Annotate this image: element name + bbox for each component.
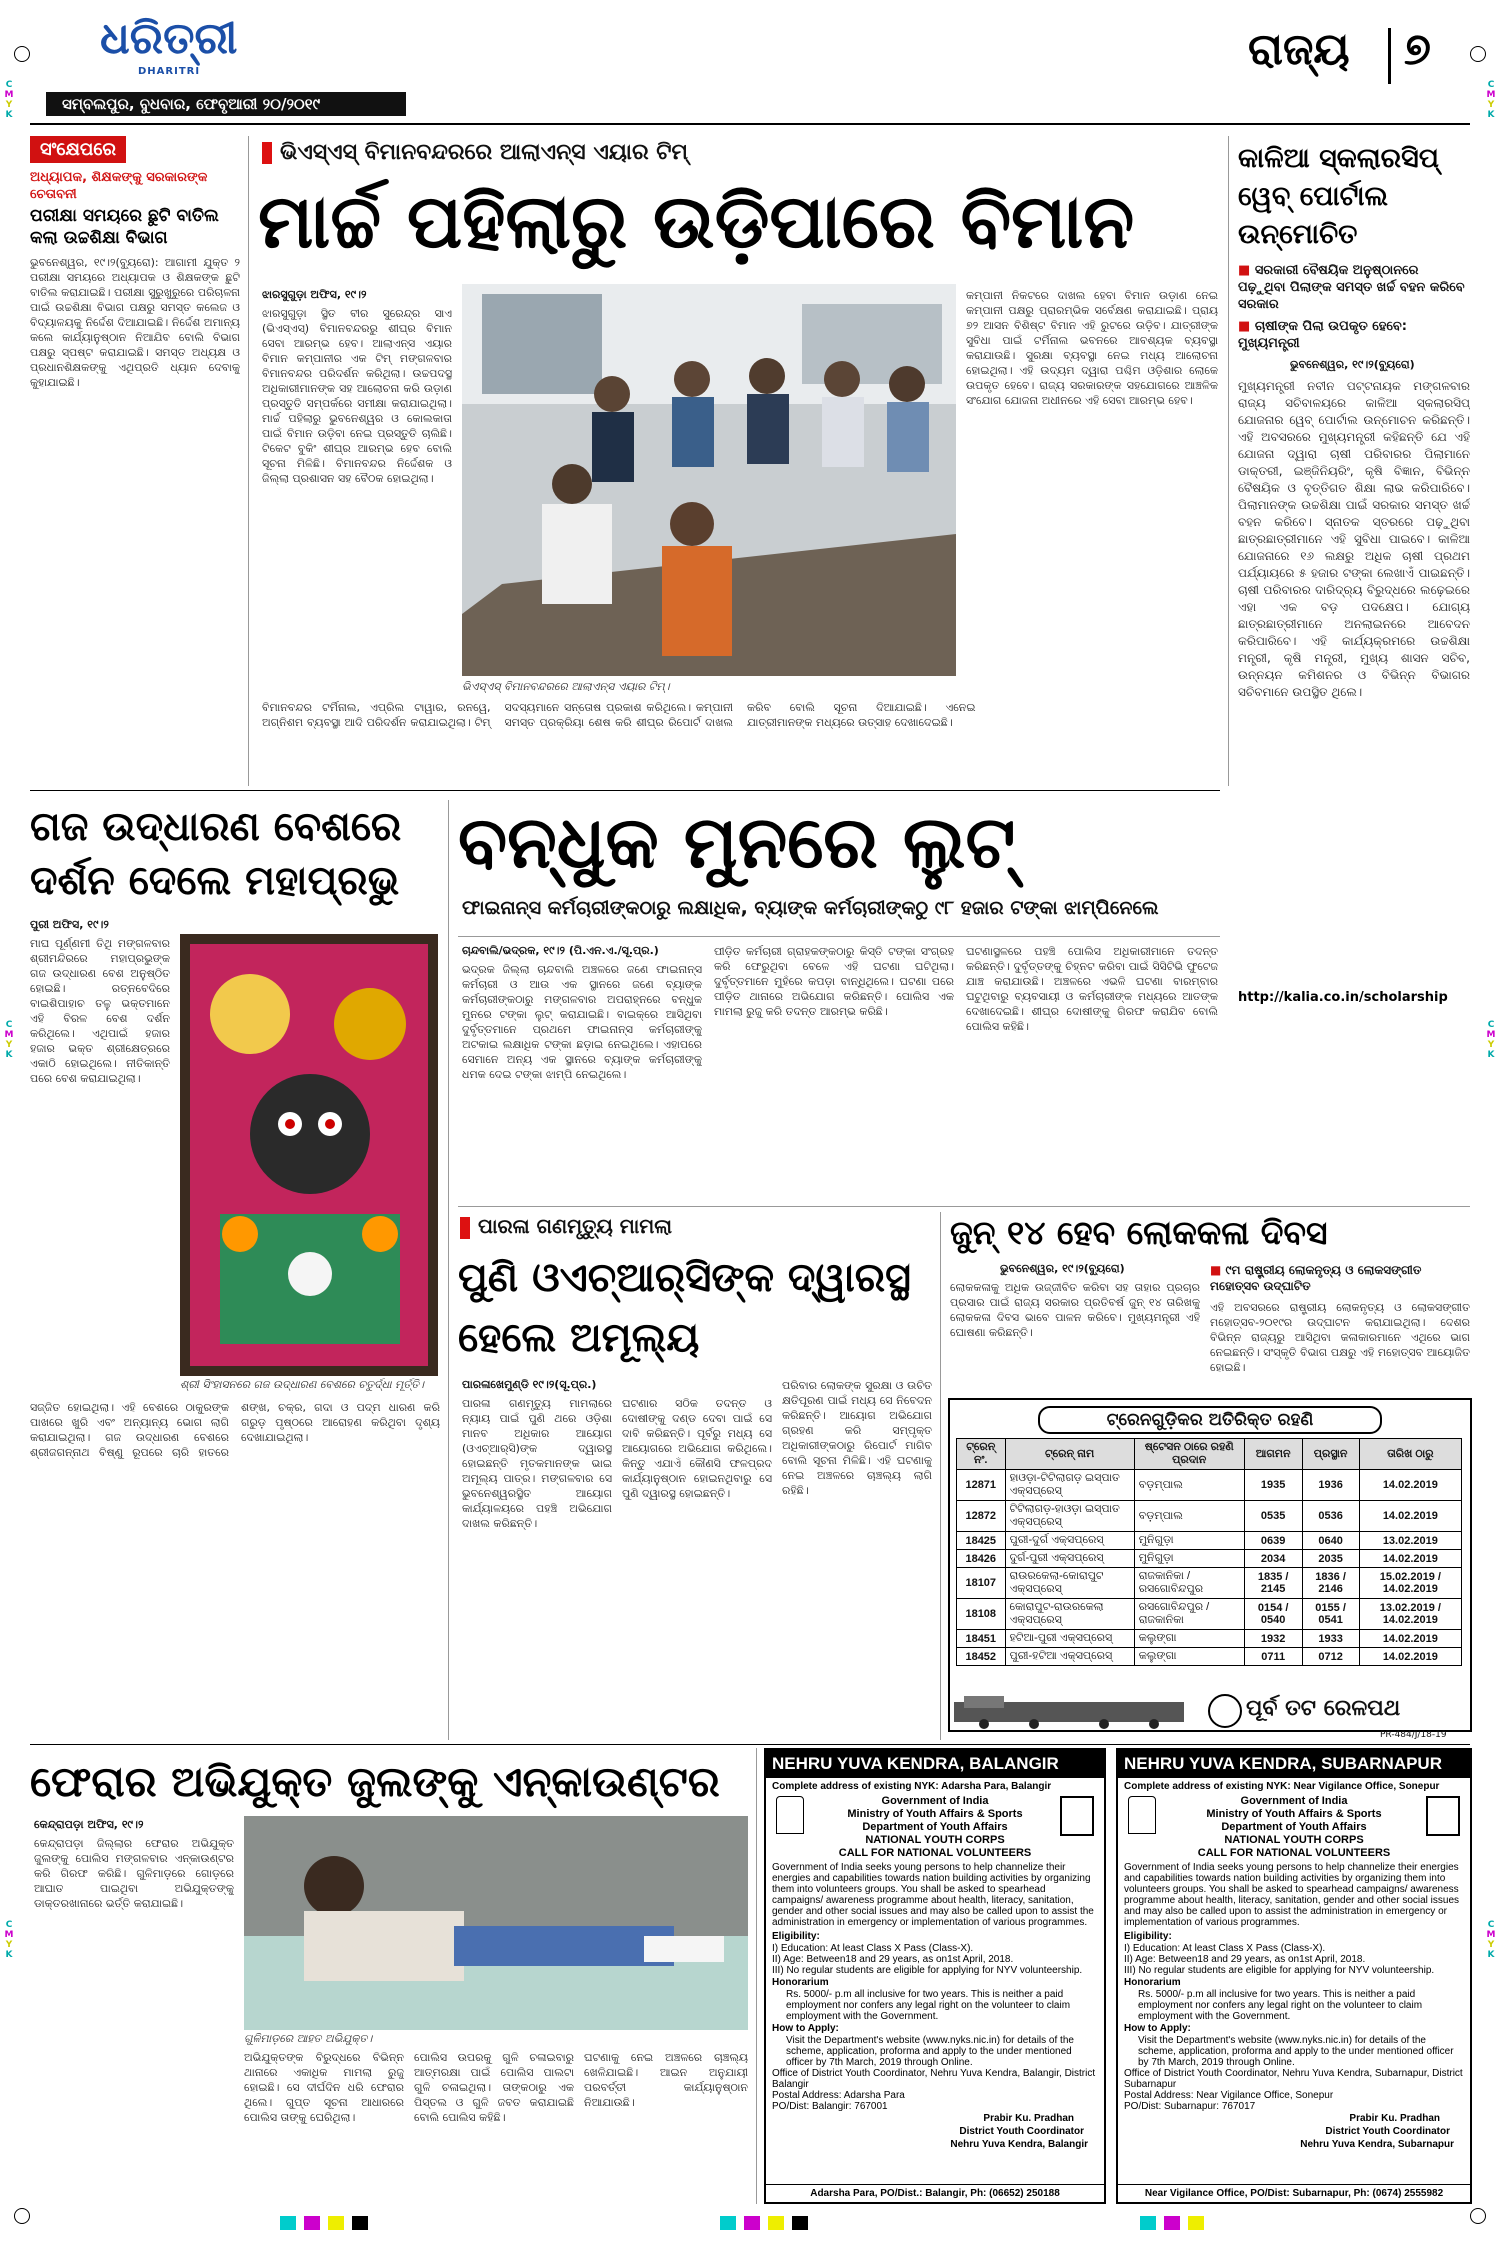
print-color-bar: [280, 2216, 1220, 2230]
table-cell: ରାଉରକେଲା-କୋରାପୁଟ ଏକ୍ସପ୍ରେସ୍: [1005, 1568, 1134, 1599]
gaja-body: ମାଘ ପୂର୍ଣ୍ଣମୀ ତିଥି ମଙ୍ଗଳବାର ଶ୍ରୀମନ୍ଦିରରେ ମହାପ୍ରଭୁଙ୍କ ଗଜ ଉଦ୍ଧାରଣ ବେଶ ଅନୁଷ୍ଠିତ ହୋଇଛି। ରତ୍ନବେଦିରେ ବାଇଶିପାହାଚ ତଳୁ ଭକ୍ତମାନେ ଏହି ବିରଳ ବେଶ ଦର୍ଶନ କରିଥିଲେ। ଏଥିପାଇଁ ହଜାର ହଜାର ଭକ୍ତ ଶ୍ରୀକ୍ଷେତ୍ରରେ ଏକାଠି ହୋଇଥିଲେ। ନୀତିକାନ୍ତି ପରେ ବେଶ କରାଯାଇଥିଲା।: [30, 937, 170, 1085]
ad-e3: III) No regular students are eligible for applying for NYV volunteership.: [1124, 1965, 1435, 1976]
table-cell: 14.02.2019: [1359, 1648, 1461, 1666]
table-cell: 14.02.2019: [1359, 1470, 1461, 1501]
ad-hon-text: Rs. 5000/- p.m all inclusive for two years. This is neither a paid employment nor confers any legal right on the volunteer to claim employment with the Government.: [786, 1989, 1071, 2022]
col-header: ଟ୍ରେନ୍ ନଂ.: [957, 1439, 1006, 1470]
section-rule: [30, 790, 1220, 791]
ad-signer-org: Nehru Yuva Kendra, Subarnapur: [1300, 2139, 1454, 2150]
col-header: ଆଗମନ: [1244, 1439, 1302, 1470]
encounter-caption: ଗୁଳିମାଡ଼ରେ ଆହତ ଅଭିଯୁକ୍ତ।: [244, 2032, 373, 2045]
table-cell: 1836 / 2146: [1302, 1568, 1359, 1599]
table-cell: 18452: [957, 1648, 1006, 1666]
kalia-dateline: ଭୁବନେଶ୍ୱର, ୧୯।୨(ବ୍ୟୁରୋ): [1290, 358, 1415, 371]
ad-e1: I) Education: At least Class X Pass (Class-X).: [772, 1943, 974, 1954]
table-row: [957, 1568, 1462, 1599]
ad-foot: Near Vigilance Office, PO/Dist: Subarnapur, Ph: (0674) 2555982: [1118, 2184, 1470, 2202]
ad-honorarium: Honorarium: [1124, 1977, 1181, 1988]
table-cell: 0711: [1244, 1648, 1302, 1666]
logo: ଧରିତ୍ରୀ: [100, 13, 238, 64]
crosshair-mark: [14, 2208, 30, 2224]
section-rule: [458, 1206, 1470, 1207]
parala-dateline: ପାରଳାଖେମୁଣ୍ଡି ୧୯।୨(ସୂ.ପ୍ର.): [462, 1378, 597, 1391]
ad-signer-org: Nehru Yuva Kendra, Balangir: [950, 2139, 1088, 2150]
loot-subhead: ଫାଇନାନ୍ସ କର୍ମଚାରୀଙ୍କଠାରୁ ଲକ୍ଷାଧିକ, ବ୍ୟାଙ୍କ କର୍ମଚାରୀଙ୍କଠୁ ୯୮ ହଜାର ଟଙ୍କା ଝାମ୍ପିନେଲେ: [462, 897, 1159, 919]
lead-headline: ମାର୍ଚ୍ଚ ପହିଲାରୁ ଉଡ଼ିପାରେ ବିମାନ: [258, 179, 1135, 265]
june-bullet: ■ ୯ମ ରାଷ୍ଟ୍ରୀୟ ଲୋକନୃତ୍ୟ ଓ ଲୋକସଙ୍ଗୀତ ମହୋତ୍ସବ ଉଦ୍‌ଘାଟିତ: [1210, 1263, 1422, 1293]
table-cell: ରାଜକାନିକା / ରସଗୋବିନ୍ଦପୁର: [1134, 1568, 1244, 1599]
table-cell: ଦୁର୍ଗ-ପୁରୀ ଏକ୍ସପ୍ରେସ୍: [1005, 1550, 1134, 1568]
column-rule: [448, 800, 449, 1740]
table-cell: 18425: [957, 1532, 1006, 1550]
deity-photo-illustration: [180, 934, 438, 1376]
train-table-header: [957, 1439, 1462, 1470]
ad-address-line: Complete address of existing NYK: Adarsha Para, Balangir: [772, 1781, 1052, 1792]
ad-corps: NATIONAL YOUTH CORPS: [865, 1834, 1005, 1846]
table-cell: 1935: [1244, 1470, 1302, 1501]
column-rule: [756, 1748, 757, 2204]
table-cell: 14.02.2019: [1359, 1550, 1461, 1568]
table-cell: 18426: [957, 1550, 1006, 1568]
railway-logo-icon: [1208, 1694, 1242, 1728]
loot-rule: [458, 936, 1220, 937]
kalia-body: ମୁଖ୍ୟମନ୍ତ୍ରୀ ନବୀନ ପଟ୍ଟନାୟକ ମଙ୍ଗଳବାର ରାଜ୍ୟ ସଚିବାଳୟରେ କାଳିଆ ସ୍କଲାରସିପ୍ ଯୋଜନାର ୱେବ୍ ପୋର୍ଟାଲ ଉନ୍ମୋଚନ କରିଛନ୍ତି। ଏହି ଅବସରରେ ମୁଖ୍ୟମନ୍ତ୍ରୀ କହିଛନ୍ତି ଯେ ଏହି ଯୋଜନା ଦ୍ୱାରା ଚାଷୀ ପରିବାରର ପିଲାମାନେ ଡାକ୍ତରୀ, ଇଞ୍ଜିନିୟରିଂ, କୃଷି ବିଜ୍ଞାନ, ବିଭିନ୍ନ ବୈଷୟିକ ଓ ବୃତ୍ତିଗତ ଶିକ୍ଷା ଲାଭ କରିପାରିବେ। ପିଲାମାନଙ୍କ ଉଚ୍ଚଶିକ୍ଷା ପାଇଁ ସରକାର ସମସ୍ତ ଖର୍ଚ୍ଚ ବହନ କରିବେ। ସ୍ନାତକ ସ୍ତରରେ ପଢ଼ୁଥିବା ଛାତ୍ରଛାତ୍ରୀମାନେ ଏହି ସୁବିଧା ପାଇବେ। କାଳିଆ ଯୋଜନାରେ ୧୬ ଲକ୍ଷରୁ ଅଧିକ ଚାଷୀ ପ୍ରଥମ ପର୍ଯ୍ୟାୟରେ ୫ ହଜାର ଟଙ୍କା ଲେଖାଏଁ ପାଇଛନ୍ତି। ଚାଷୀ ପରିବାରର ଦାରିଦ୍ର୍ୟ ବିରୁଦ୍ଧରେ ଲଢ଼େଇରେ ଏହା ଏକ ବଡ଼ ପଦକ୍ଷେପ। ଯୋଗ୍ୟ ଛାତ୍ରଛାତ୍ରୀମାନେ ଅନଲାଇନରେ ଆବେଦନ କରିପାରିବେ। ଏହି କାର୍ଯ୍ୟକ୍ରମରେ ଉଚ୍ଚଶିକ୍ଷା ମନ୍ତ୍ରୀ, କୃଷି ମନ୍ତ୍ରୀ, ମୁଖ୍ୟ ଶାସନ ସଚିବ, ଉନ୍ନୟନ କମିଶନର ଓ ବିଭିନ୍ନ ବିଭାଗର ସଚିବମାନେ ଉପସ୍ଥିତ ଥିଲେ।: [1238, 379, 1470, 699]
ad-intro: Government of India seeks young persons to help channelize their energies and capabilities towards nation building activities by organizing them into volunteers groups. You shall be asked to spearhead campaigns/ awareness programme about health, literacy, sanitation, gender and other social issues and may also be called upon to assist the administration in emergency or implementation of various programmes.: [772, 1862, 1094, 1928]
june-col2: ଏହି ଅବସରରେ ରାଷ୍ଟ୍ରୀୟ ଲୋକନୃତ୍ୟ ଓ ଲୋକସଙ୍ଗୀତ ମହୋତ୍ସବ-୨୦୧୯ର ଉଦ୍‌ଘାଟନ କରାଯାଇଥିଲା। ଦେଶର ବିଭିନ୍ନ ରାଜ୍ୟରୁ ଆସିଥିବା କଳାକାରମାନେ ଏଥିରେ ଭାଗ ନେଇଛନ୍ତି। ସଂସ୍କୃତି ବିଭାଗ ପକ୍ଷରୁ ଏହି ମହୋତ୍ସବ ଆୟୋଜିତ ହୋଇଛି।: [1210, 1301, 1470, 1374]
table-cell: ହଟିଆ-ପୁରୀ ଏକ୍ସପ୍ରେସ୍: [1005, 1630, 1134, 1648]
encounter-col3: ପୋଲିସ ଉପରକୁ ଗୁଳି ଚଳାଇବାରୁ ଆତ୍ମରକ୍ଷା ପାଇଁ ପୋଲିସ ପାଲଟା ଗୁଳି ଚଳାଇଥିଲା। ତାଙ୍କଠାରୁ ଏକ ପିସ୍ତଲ ଓ ଗୁଳି ଜବତ କରାଯାଇଛି ବୋଲି ପୋଲିସ କହିଛି।: [414, 2051, 574, 2124]
encounter-dateline: କେନ୍ଦ୍ରାପଡ଼ା ଅଫିସ, ୧୯।୨: [34, 1818, 144, 1831]
table-cell: ବଡ଼ମ୍ପାଲ: [1134, 1501, 1244, 1532]
lead-kicker: ଭିଏସ୍‌ଏସ୍ ବିମାନବନ୍ଦରରେ ଆଲାଏନ୍ସ ଏୟାର ଟିମ୍: [262, 140, 1222, 168]
crosshair-mark: [14, 46, 30, 62]
cmyk-mark-right-3: C M Y K: [1486, 1920, 1496, 1960]
table-cell: 0535: [1244, 1501, 1302, 1532]
ad-dept: Department of Youth Affairs: [1221, 1821, 1367, 1833]
table-cell: 0155 / 0541: [1302, 1599, 1359, 1630]
ad-gov: Government of India: [881, 1795, 989, 1807]
section-rule: [30, 1744, 1470, 1745]
section-divider: [1388, 28, 1391, 84]
table-cell: କୋରାପୁଟ-ରାଉରକେଲା ଏକ୍ସପ୍ରେସ୍: [1005, 1599, 1134, 1630]
table-cell: 18108: [957, 1599, 1006, 1630]
ad-title: NEHRU YUVA KENDRA, BALANGIR: [766, 1750, 1104, 1778]
col-header: ଷ୍ଟେସନ ଠାରେ ରହଣି ପ୍ରଦାନ: [1134, 1439, 1244, 1470]
ad-ministry: Ministry of Youth Affairs & Sports: [1206, 1808, 1382, 1820]
table-cell: ରସଗୋବିନ୍ଦପୁର / ରାଜକାନିକା: [1134, 1599, 1244, 1630]
section-name: ରାଜ୍ୟ: [1248, 24, 1350, 75]
lead-col1: ଝାରସୁଗୁଡ଼ା ସ୍ଥିତ ବୀର ସୁରେନ୍ଦ୍ର ସାଏ (ଭିଏସ୍‌ଏସ୍) ବିମାନବନ୍ଦରରୁ ଶୀଘ୍ର ବିମାନ ସେବା ଆରମ୍ଭ ହେବ। ଆଲାଏନ୍ସ ଏୟାର ବିମାନ କମ୍ପାନୀର ଏକ ଟିମ୍ ମଙ୍ଗଳବାର ବିମାନବନ୍ଦର ପରିଦର୍ଶନ କରିଥିଲା। ଉଚ୍ଚପଦସ୍ଥ ଅଧିକାରୀମାନଙ୍କ ସହ ଆଲୋଚନା କରି ଉଡ଼ାଣ ପ୍ରସ୍ତୁତି ସମ୍ପର୍କରେ ସମୀକ୍ଷା କରାଯାଇଥିଲା। ମାର୍ଚ୍ଚ ପହିଲାରୁ ଭୁବନେଶ୍ୱର ଓ କୋଲକାତା ପାଇଁ ବିମାନ ଉଡ଼ିବା ନେଇ ପ୍ରସ୍ତୁତି ଚାଲିଛି। ଟିକେଟ ବୁକିଂ ଶୀଘ୍ର ଆରମ୍ଭ ହେବ ବୋଲି ସୂଚନା ମିଳିଛି। ବିମାନବନ୍ଦର ନିର୍ଦ୍ଦେଶକ ଓ ଜିଲ୍ଲା ପ୍ରଶାସନ ସହ ବୈଠକ ହୋଇଥିଲା।: [262, 307, 452, 485]
injured-accused-photo-illustration: [244, 1816, 748, 2030]
lead-tail: ବିମାନବନ୍ଦର ଟର୍ମିନାଲ, ଏପ୍ରିଲ ଟାୱାର, ରନୱେ, ଅଗ୍ନିଶମ ବ୍ୟବସ୍ଥା ଆଦି ପରିଦର୍ଶନ କରାଯାଇଥିଲା। ଟିମ୍ ସଦସ୍ୟମାନେ ସନ୍ତୋଷ ପ୍ରକାଶ କରିଥିଲେ। କମ୍ପାନୀ ସମସ୍ତ ପ୍ରକ୍ରିୟା ଶେଷ କରି ଶୀଘ୍ର ରିପୋର୍ଟ ଦାଖଲ କରିବ ବୋଲି ସୂଚନା ଦିଆଯାଇଛି। ଏନେଇ ଯାତ୍ରୀମାନଙ୍କ ମଧ୍ୟରେ ଉତ୍ସାହ ଦେଖାଦେଇଛି।: [262, 701, 976, 729]
meeting-photo-illustration: [462, 284, 956, 676]
gaja-photo: [180, 934, 438, 1376]
encounter-col1: କେନ୍ଦ୍ରାପଡ଼ା ଜିଲ୍ଲାର ଫେରାର ଅଭିଯୁକ୍ତ ଜୁଲଙ୍କୁ ପୋଲିସ ମଙ୍ଗଳବାର ଏନ୍‌କାଉଣ୍ଟର କରି ଗିରଫ କରିଛି। ଗୁଳିମାଡ଼ରେ ଗୋଡ଼ରେ ଆଘାତ ପାଇଥିବା ଅଭିଯୁକ୍ତଙ୍କୁ ଡାକ୍ତରଖାନାରେ ଭର୍ତ୍ତି କରାଯାଇଛି।: [34, 1837, 234, 1910]
ad-office: Office of District Youth Coordinator, Nehru Yuva Kendra, Balangir, District Balangir: [772, 2068, 1096, 2090]
table-cell: 0536: [1302, 1501, 1359, 1532]
table-row: [957, 1532, 1462, 1550]
ad-call: CALL FOR NATIONAL VOLUNTEERS: [838, 1847, 1032, 1859]
masthead: [0, 0, 1500, 125]
ad-title: NEHRU YUVA KENDRA, SUBARNAPUR: [1118, 1750, 1470, 1778]
table-cell: 13.02.2019 / 14.02.2019: [1359, 1599, 1461, 1630]
encounter-col4: ଘଟଣାକୁ ନେଇ ଅଞ୍ଚଳରେ ଚାଞ୍ଚଲ୍ୟ ଖେଳିଯାଇଛି। ଆଇନ ଅନୁଯାୟୀ ପରବର୍ତ୍ତୀ କାର୍ଯ୍ୟାନୁଷ୍ଠାନ ନିଆଯାଉଛି।: [584, 2051, 748, 2109]
table-row: [957, 1648, 1462, 1666]
masthead-rule: [30, 123, 1470, 125]
col-header: ଟ୍ରେନ୍ ନାମ: [1005, 1439, 1134, 1470]
table-row: [957, 1470, 1462, 1501]
ad-how-text: Visit the Department's website (www.nyks.nic.in) for details of the scheme, application, proforma and apply to the under mentioned officer by 7th March, 2019 through Online.: [1138, 2035, 1454, 2068]
train-notice-code: PR-484/J/18-19: [1380, 1730, 1447, 1740]
nyks-logo-icon: [1426, 1796, 1460, 1836]
emblem-icon: [1128, 1796, 1156, 1834]
table-cell: 13.02.2019: [1359, 1532, 1461, 1550]
emblem-icon: [776, 1796, 804, 1834]
table-cell: ବଡ଼ମ୍ପାଲ: [1134, 1470, 1244, 1501]
train-notice: [948, 1398, 1472, 1732]
parala-col3: ପରିବାର ଲୋକଙ୍କ ସୁରକ୍ଷା ଓ ଉଚିତ କ୍ଷତିପୂରଣ ପାଇଁ ମଧ୍ୟ ସେ ନିବେଦନ କରିଛନ୍ତି। ଆୟୋଗ ଅଭିଯୋଗ ଗ୍ରହଣ କରି ସମ୍ପୃକ୍ତ ଅଧିକାରୀଙ୍କଠାରୁ ରିପୋର୍ଟ ମାଗିବ ବୋଲି ସୂଚନା ମିଳିଛି। ଏହି ଘଟଣାକୁ ନେଇ ଅଞ୍ଚଳରେ ଚାଞ୍ଚଲ୍ୟ ଲାଗି ରହିଛି।: [782, 1379, 932, 1497]
ad-honorarium: Honorarium: [772, 1977, 829, 1988]
col-header: ପ୍ରସ୍ଥାନ: [1302, 1439, 1359, 1470]
railway-footer: [950, 1690, 1470, 1730]
railway-name: ପୂର୍ବ ତଟ ରେଳପଥ: [1246, 1696, 1401, 1721]
kalia-headline: କାଳିଆ ସ୍କଲାରସିପ୍ ୱେବ୍ ପୋର୍ଟାଲ ଉନ୍ମୋଚିତ: [1238, 143, 1439, 250]
ad-intro: Government of India seeks young persons to help channelize their energies and capabilities towards nation building activities by organizing them into volunteers groups. You shall be asked to spearhead campaigns/ awareness programme about health, literacy, sanitation, gender and other social issues and may also be called upon to assist the administration in emergency or implementation of various programmes.: [1124, 1862, 1460, 1928]
column-rule: [940, 1212, 941, 1740]
cmyk-mark-right-2: C M Y K: [1486, 1020, 1496, 1060]
brief-label: ସଂକ୍ଷେପରେ: [30, 136, 126, 163]
lead-dateline: ଝାରସୁଗୁଡ଼ା ଅଫିସ, ୧୯।୨: [262, 288, 367, 301]
table-cell: 1932: [1244, 1630, 1302, 1648]
encounter-col2: ଅଭିଯୁକ୍ତଙ୍କ ବିରୁଦ୍ଧରେ ବିଭିନ୍ନ ଥାନାରେ ଏକାଧିକ ମାମଲା ରୁଜୁ ହୋଇଛି। ସେ ଦୀର୍ଘଦିନ ଧରି ଫେରାର ଥିଲେ। ଗୁପ୍ତ ସୂଚନା ଆଧାରରେ ପୋଲିସ ତାଙ୍କୁ ଘେରିଥିଲା।: [244, 2051, 404, 2124]
ad-how: How to Apply:: [1124, 2023, 1191, 2034]
col-header: ତାରିଖ ଠାରୁ: [1359, 1439, 1461, 1470]
table-row: [957, 1501, 1462, 1532]
gaja-caption: ଶ୍ରୀ ସିଂହାସନରେ ଗଜ ଉଦ୍ଧାରଣ ବେଶରେ ଚତୁର୍ଦ୍ଧା ମୂର୍ତ୍ତି।: [180, 1378, 424, 1391]
ad-signer-role: District Youth Coordinator: [959, 2126, 1084, 2137]
brief-title: ପରୀକ୍ଷା ସମୟରେ ଛୁଟି ବାତିଲ କଲା ଉଚ୍ଚଶିକ୍ଷା ବିଭାଗ: [30, 206, 219, 248]
kalia-link[interactable]: http://kalia.co.in/scholarship: [1238, 990, 1448, 1005]
table-cell: 2034: [1244, 1550, 1302, 1568]
parala-headline: ପୁଣି ଓଏଚ୍‌ଆର୍‌ସିଙ୍କ ଦ୍ୱାରସ୍ଥ ହେଲେ ଅମୂଲ୍ୟ: [458, 1254, 911, 1361]
train-notice-title: ଟ୍ରେନଗୁଡ଼ିକର ଅତିରିକ୍ତ ରହଣି: [1038, 1406, 1382, 1434]
lead-col2: କମ୍ପାନୀ ନିକଟରେ ଦାଖଲ ହେବା ବିମାନ ଉଡ଼ାଣ ନେଇ କମ୍ପାନୀ ପକ୍ଷରୁ ପ୍ରାରମ୍ଭିକ ସର୍ବେକ୍ଷଣ କରାଯାଇଛି। ପ୍ରାୟ ୭୨ ଆସନ ବିଶିଷ୍ଟ ବିମାନ ଏହି ରୁଟରେ ଉଡ଼ିବ। ଯାତ୍ରୀଙ୍କ ସୁବିଧା ପାଇଁ ଟର୍ମିନାଲ ଭବନରେ ଆବଶ୍ୟକ ବ୍ୟବସ୍ଥା କରାଯାଉଛି। ସୁରକ୍ଷା ବ୍ୟବସ୍ଥା ନେଇ ମଧ୍ୟ ଆଲୋଚନା ହୋଇଥିଲା। ଏହି ଉଦ୍ୟମ ଦ୍ୱାରା ପଶ୍ଚିମ ଓଡ଼ିଶାର ଲୋକେ ଉପକୃତ ହେବେ। ରାଜ୍ୟ ସରକାରଙ୍କ ସହଯୋଗରେ ଆଞ୍ଚଳିକ ସଂଯୋଗ ଯୋଜନା ଅଧୀନରେ ଏହି ସେବା ଆରମ୍ଭ ହେବ।: [966, 289, 1218, 407]
encounter-photo: [244, 1816, 748, 2030]
table-cell: 1933: [1302, 1630, 1359, 1648]
ad-hon-text: Rs. 5000/- p.m all inclusive for two years. This is neither a paid employment nor confers any legal right on the volunteer to claim employment with the Government.: [1138, 1989, 1423, 2022]
table-cell: 14.02.2019: [1359, 1501, 1461, 1532]
ad-e1: I) Education: At least Class X Pass (Class-X).: [1124, 1943, 1326, 1954]
loot-col1: ଭଦ୍ରକ ଜିଲ୍ଲା ଚାନ୍ଦବାଲି ଅଞ୍ଚଳରେ ଜଣେ ଫାଇନାନ୍ସ କର୍ମଚାରୀ ଓ ଆଉ ଏକ ସ୍ଥାନରେ ଜଣେ ବ୍ୟାଙ୍କ କର୍ମଚାରୀଙ୍କଠାରୁ ମଙ୍ଗଳବାର ଅପରାହ୍ନରେ ବନ୍ଧୁକ ମୁନରେ ଟଙ୍କା ଲୁଟ୍ କରାଯାଇଛି। ବାଇକ୍‌ରେ ଆସିଥିବା ଦୁର୍ବୃତ୍ତମାନେ ପ୍ରଥମେ ଫାଇନାନ୍ସ କର୍ମଚାରୀଙ୍କୁ ଅଟକାଇ ଲକ୍ଷାଧିକ ଟଙ୍କା ଛଡ଼ାଇ ନେଇଥିଲେ। ଏହାପରେ ସେମାନେ ଅନ୍ୟ ଏକ ସ୍ଥାନରେ ବ୍ୟାଙ୍କ କର୍ମଚାରୀଙ୍କୁ ଧମକ ଦେଇ ଟଙ୍କା ଝାମ୍ପି ନେଇଥିଲେ।: [462, 963, 702, 1081]
table-cell: 0639: [1244, 1532, 1302, 1550]
parala-col1: ପାରଳା ଗଣମୃତ୍ୟୁ ମାମଲାରେ ନ୍ୟାୟ ପାଇଁ ପୁଣି ଥରେ ଓଡ଼ିଶା ମାନବ ଅଧିକାର ଆୟୋଗ (ଓଏଚ୍‌ଆର୍‌ସି)ଙ୍କ ଦ୍ୱାରସ୍ଥ ହୋଇଛନ୍ତି ମୃତକମାନଙ୍କ ଭାଇ ଅମୂଲ୍ୟ ପାତ୍ର। ମଙ୍ଗଳବାର ସେ ଭୁବନେଶ୍ୱରସ୍ଥିତ ଆୟୋଗ କାର୍ଯ୍ୟାଳୟରେ ପହଞ୍ଚି ଅଭିଯୋଗ ଦାଖଲ କରିଛନ୍ତି।: [462, 1397, 612, 1530]
ad-call: CALL FOR NATIONAL VOLUNTEERS: [1197, 1847, 1391, 1859]
table-cell: ହାଓଡ଼ା-ଟିଟିଲାଗଡ଼ ଇସ୍ପାତ ଏକ୍ସପ୍ରେସ୍: [1005, 1470, 1134, 1501]
loot-col2: ପୀଡ଼ିତ କର୍ମଚାରୀ ଗ୍ରାହକଙ୍କଠାରୁ କିସ୍ତି ଟଙ୍କା ସଂଗ୍ରହ କରି ଫେରୁଥିବା ବେଳେ ଏହି ଘଟଣା ଘଟିଥିଲା। ଦୁର୍ବୃତ୍ତମାନେ ମୁହଁରେ କପଡ଼ା ବାନ୍ଧିଥିଲେ। ଘଟଣା ପରେ ପୀଡ଼ିତ ଥାନାରେ ଅଭିଯୋଗ କରିଛନ୍ତି। ପୋଲିସ ଏକ ମାମଲା ରୁଜୁ କରି ତଦନ୍ତ ଆରମ୍ଭ କରିଛି।: [714, 945, 954, 1018]
june-headline: ଜୁନ୍ ୧୪ ହେବ ଲୋକକଳା ଦିବସ: [950, 1213, 1328, 1252]
table-cell: 18451: [957, 1630, 1006, 1648]
table-cell: ମୁନିଗୁଡ଼ା: [1134, 1550, 1244, 1568]
ad-e2: II) Age: Between18 and 29 years, as on1st April, 2018.: [772, 1954, 1014, 1965]
page-number: ୭: [1404, 24, 1431, 75]
table-cell: 1936: [1302, 1470, 1359, 1501]
ad-postal: Postal Address: Near Vigilance Office, Sonepur: [1124, 2090, 1334, 2101]
crosshair-mark: [1470, 46, 1486, 62]
ad-how: How to Apply:: [772, 2023, 839, 2034]
ad-signer: Prabir Ku. Pradhan: [983, 2113, 1074, 2124]
kalia-bullet-1: ■ ସରକାରୀ ବୈଷୟିକ ଅନୁଷ୍ଠାନରେ ପଢ଼ୁଥିବା ପିଲାଙ୍କ ସମସ୍ତ ଖର୍ଚ୍ଚ ବହନ କରିବେ ସରକାର: [1238, 263, 1465, 312]
table-cell: କଲୁଙ୍ଗା: [1134, 1648, 1244, 1666]
table-row: [957, 1630, 1462, 1648]
june-dateline: ଭୁବନେଶ୍ୱର, ୧୯।୨(ବ୍ୟୁରୋ): [1000, 1262, 1125, 1275]
table-cell: କଲୁଙ୍ଗା: [1134, 1630, 1244, 1648]
column-rule: [248, 136, 249, 786]
ad-eligibility: Eligibility:: [1124, 1931, 1172, 1942]
cmyk-mark-left-3: C M Y K: [4, 1920, 14, 1960]
ad-ministry: Ministry of Youth Affairs & Sports: [847, 1808, 1023, 1820]
lead-photo: [462, 284, 956, 676]
ad-office: Office of District Youth Coordinator, Nehru Yuva Kendra, Subarnapur, District Subarnapur: [1124, 2068, 1463, 2090]
table-row: [957, 1550, 1462, 1568]
ad-foot: Adarsha Para, PO/Dist.: Balangir, Ph: (06652) 250188: [766, 2184, 1104, 2202]
ad-postal: Postal Address: Adarsha Para: [772, 2090, 905, 2101]
loot-col3: ଘଟଣାସ୍ଥଳରେ ପହଞ୍ଚି ପୋଲିସ ଅଧିକାରୀମାନେ ତଦନ୍ତ କରିଛନ୍ତି। ଦୁର୍ବୃତ୍ତଙ୍କୁ ଚିହ୍ନଟ କରିବା ପାଇଁ ସିସିଟିଭି ଫୁଟେଜ ଯାଞ୍ଚ କରାଯାଉଛି। ଅଞ୍ଚଳରେ ଏଭଳି ଘଟଣା ବାରମ୍ବାର ଘଟୁଥିବାରୁ ବ୍ୟବସାୟୀ ଓ କର୍ମଚାରୀଙ୍କ ମଧ୍ୟରେ ଆତଙ୍କ ଦେଖାଦେଇଛି। ଶୀଘ୍ର ଦୋଷୀଙ୍କୁ ଗିରଫ କରାଯିବ ବୋଲି ପୋଲିସ କହିଛି।: [966, 945, 1218, 1033]
kalia-bullet-2: ■ ଚାଷୀଙ୍କ ପିଲା ଉପକୃତ ହେବେ: ମୁଖ୍ୟମନ୍ତ୍ରୀ: [1238, 319, 1407, 351]
table-cell: ମୁନିଗୁଡ଼ା: [1134, 1532, 1244, 1550]
ad-signer-role: District Youth Coordinator: [1325, 2126, 1450, 2137]
nyk-ad-subarnapur: [1116, 1748, 1472, 2204]
table-cell: 18107: [957, 1568, 1006, 1599]
table-cell: 0712: [1302, 1648, 1359, 1666]
june-col1: ଲୋକକଳାକୁ ଅଧିକ ଉଜ୍ଜୀବିତ କରିବା ସହ ତାହାର ପ୍ରଚାର ପ୍ରସାର ପାଇଁ ରାଜ୍ୟ ସରକାର ପ୍ରତିବର୍ଷ ଜୁନ୍ ୧୪ ତାରିଖକୁ ଲୋକକଳା ଦିବସ ଭାବେ ପାଳନ କରିବେ। ମୁଖ୍ୟମନ୍ତ୍ରୀ ଏହି ଘୋଷଣା କରିଛନ୍ତି।: [950, 1281, 1200, 1339]
ad-address-line: Complete address of existing NYK: Near Vigilance Office, Sonepur: [1124, 1781, 1440, 1792]
ad-gov: Government of India: [1240, 1795, 1348, 1807]
table-cell: 15.02.2019 / 14.02.2019: [1359, 1568, 1461, 1599]
ad-po: PO/Dist: Balangir: 767001: [772, 2101, 888, 2112]
parala-col2: ଘଟଣାର ସଠିକ ତଦନ୍ତ ଓ ଦୋଷୀଙ୍କୁ ଦଣ୍ଡ ଦେବା ପାଇଁ ସେ ଦାବି କରିଛନ୍ତି। ପୂର୍ବରୁ ମଧ୍ୟ ସେ ଆୟୋଗରେ ଅଭିଯୋଗ କରିଥିଲେ। କିନ୍ତୁ ଏଯାଏଁ କୌଣସି ଫଳପ୍ରଦ କାର୍ଯ୍ୟାନୁଷ୍ଠାନ ହୋଇନଥିବାରୁ ସେ ପୁଣି ଦ୍ୱାରସ୍ଥ ହୋଇଛନ୍ତି।: [622, 1397, 772, 1500]
ad-signer: Prabir Ku. Pradhan: [1349, 2113, 1440, 2124]
nyks-logo-icon: [1060, 1796, 1094, 1836]
cmyk-mark-left-1: C M Y K: [4, 80, 14, 120]
parala-kicker: ପାରଳା ଗଣମୃତ୍ୟୁ ମାମଲା: [460, 1214, 960, 1239]
train-table: [956, 1438, 1462, 1666]
cmyk-mark-left-2: C M Y K: [4, 1020, 14, 1060]
loot-headline: ବନ୍ଧୁକ ମୁନରେ ଲୁଟ୍: [458, 799, 1016, 884]
table-cell: ପୁରୀ-ହଟିଆ ଏକ୍ସପ୍ରେସ୍: [1005, 1648, 1134, 1666]
ad-e3: III) No regular students are eligible for applying for NYV volunteership.: [772, 1965, 1083, 1976]
column-rule: [1228, 136, 1229, 786]
nyk-ad-balangir: [764, 1748, 1106, 2204]
ad-dept: Department of Youth Affairs: [862, 1821, 1008, 1833]
brief-section: [30, 136, 240, 786]
gaja-headline: ଗଜ ଉଦ୍ଧାରଣ ବେଶରେ ଦର୍ଶନ ଦେଲେ ମହାପ୍ରଭୁ: [30, 803, 402, 904]
table-cell: ଟିଟିଲାଗଡ଼-ହାଓଡ଼ା ଇସ୍ପାତ ଏକ୍ସପ୍ରେସ୍: [1005, 1501, 1134, 1532]
cmyk-mark-right-1: C M Y K: [1486, 80, 1496, 120]
ad-how-text: Visit the Department's website (www.nyks.nic.in) for details of the scheme, application, proforma and apply to the under mentioned officer by 7th March, 2019 through Online.: [786, 2035, 1074, 2068]
lead-photo-caption: ଭିଏସ୍‌ଏସ୍ ବିମାନବନ୍ଦରରେ ଆଲାଏନ୍ସ ଏୟାର ଟିମ୍।: [462, 680, 670, 693]
encounter-headline: ଫେରାର ଅଭିଯୁକ୍ତ ଜୁଲଙ୍କୁ ଏନ୍‌କାଉଣ୍ଟର: [30, 1757, 720, 1806]
ad-corps: NATIONAL YOUTH CORPS: [1224, 1834, 1364, 1846]
table-cell: 0154 / 0540: [1244, 1599, 1302, 1630]
loot-dateline: ଚାନ୍ଦବାଲି/ଭଦ୍ରକ, ୧୯।୨ (ପି.ଏନ.ଏ./ସୂ.ପ୍ର.): [462, 944, 659, 957]
brief-body: ଭୁବନେଶ୍ୱର, ୧୯।୨(ବ୍ୟୁରୋ): ଆଗାମୀ ଯୁକ୍ତ ୨ ପରୀକ୍ଷା ସମୟରେ ଅଧ୍ୟାପକ ଓ ଶିକ୍ଷକଙ୍କ ଛୁଟି ବାତିଲ କରାଯାଇଛି। ପରୀକ୍ଷା ସୁରୁଖୁରୁରେ ପରିଚାଳନା ପାଇଁ ଉଚ୍ଚଶିକ୍ଷା ବିଭାଗ ପକ୍ଷରୁ ସମସ୍ତ କଲେଜ ଓ ବିଦ୍ୟାଳୟକୁ ନିର୍ଦ୍ଦେଶ ଦିଆଯାଇଛି। ନିର୍ଦ୍ଦେଶ ଅମାନ୍ୟ କଲେ କାର୍ଯ୍ୟାନୁଷ୍ଠାନ ନିଆଯିବ ବୋଲି ବିଭାଗ ପକ୍ଷରୁ ସ୍ପଷ୍ଟ କରାଯାଇଛି। ସମସ୍ତ ଅଧ୍ୟକ୍ଷ ଓ ପ୍ରଧାନଶିକ୍ଷକଙ୍କୁ ଏଥିପ୍ରତି ଧ୍ୟାନ ଦେବାକୁ କୁହାଯାଇଛି।: [30, 256, 240, 389]
table-cell: ପୁରୀ-ଦୁର୍ଗ ଏକ୍ସପ୍ରେସ୍: [1005, 1532, 1134, 1550]
train-engine-icon: [954, 1690, 1194, 1730]
table-cell: 12871: [957, 1470, 1006, 1501]
table-cell: 1835 / 2145: [1244, 1568, 1302, 1599]
brief-kicker: ଅଧ୍ୟାପକ, ଶିକ୍ଷକଙ୍କୁ ସରକାରଙ୍କ ଚେତାବନୀ: [30, 170, 208, 202]
gaja-tail: ସଜ୍ଜିତ ହୋଇଥିଲା। ଏହି ବେଶରେ ଠାକୁରଙ୍କ ପାଖରେ ଖୁରି ଏବଂ ଅନ୍ୟାନ୍ୟ ଭୋଗ ଲାଗି କରାଯାଇଥିଲା। ଗଜ ଉଦ୍ଧାରଣ ବେଶରେ ଶ୍ରୀଜଗନ୍ନାଥ ବିଷ୍ଣୁ ରୂପରେ ଚାରି ହାତରେ ଶଙ୍ଖ, ଚକ୍ର, ଗଦା ଓ ପଦ୍ମ ଧାରଣ କରି ଗରୁଡ଼ ପୃଷ୍ଠରେ ଆରୋହଣ କରିଥିବା ଦୃଶ୍ୟ ଦେଖାଯାଇଥିଲା।: [30, 1401, 440, 1459]
table-row: [957, 1599, 1462, 1630]
ad-e2: II) Age: Between18 and 29 years, as on1st April, 2018.: [1124, 1954, 1366, 1965]
crosshair-mark: [1470, 2208, 1486, 2224]
table-cell: 12872: [957, 1501, 1006, 1532]
ad-eligibility: Eligibility:: [772, 1931, 820, 1942]
logo-subtitle: DHARITRI: [138, 66, 201, 77]
table-cell: 0640: [1302, 1532, 1359, 1550]
ad-po: PO/Dist: Subarnapur: 767017: [1124, 2101, 1256, 2112]
gaja-dateline: ପୁରୀ ଅଫିସ, ୧୯।୨: [30, 918, 109, 931]
table-cell: 14.02.2019: [1359, 1630, 1461, 1648]
table-cell: 2035: [1302, 1550, 1359, 1568]
dateline: ସମ୍ବଲପୁର, ବୁଧବାର, ଫେବୃଆରୀ ୨୦/୨୦୧୯: [62, 95, 321, 113]
